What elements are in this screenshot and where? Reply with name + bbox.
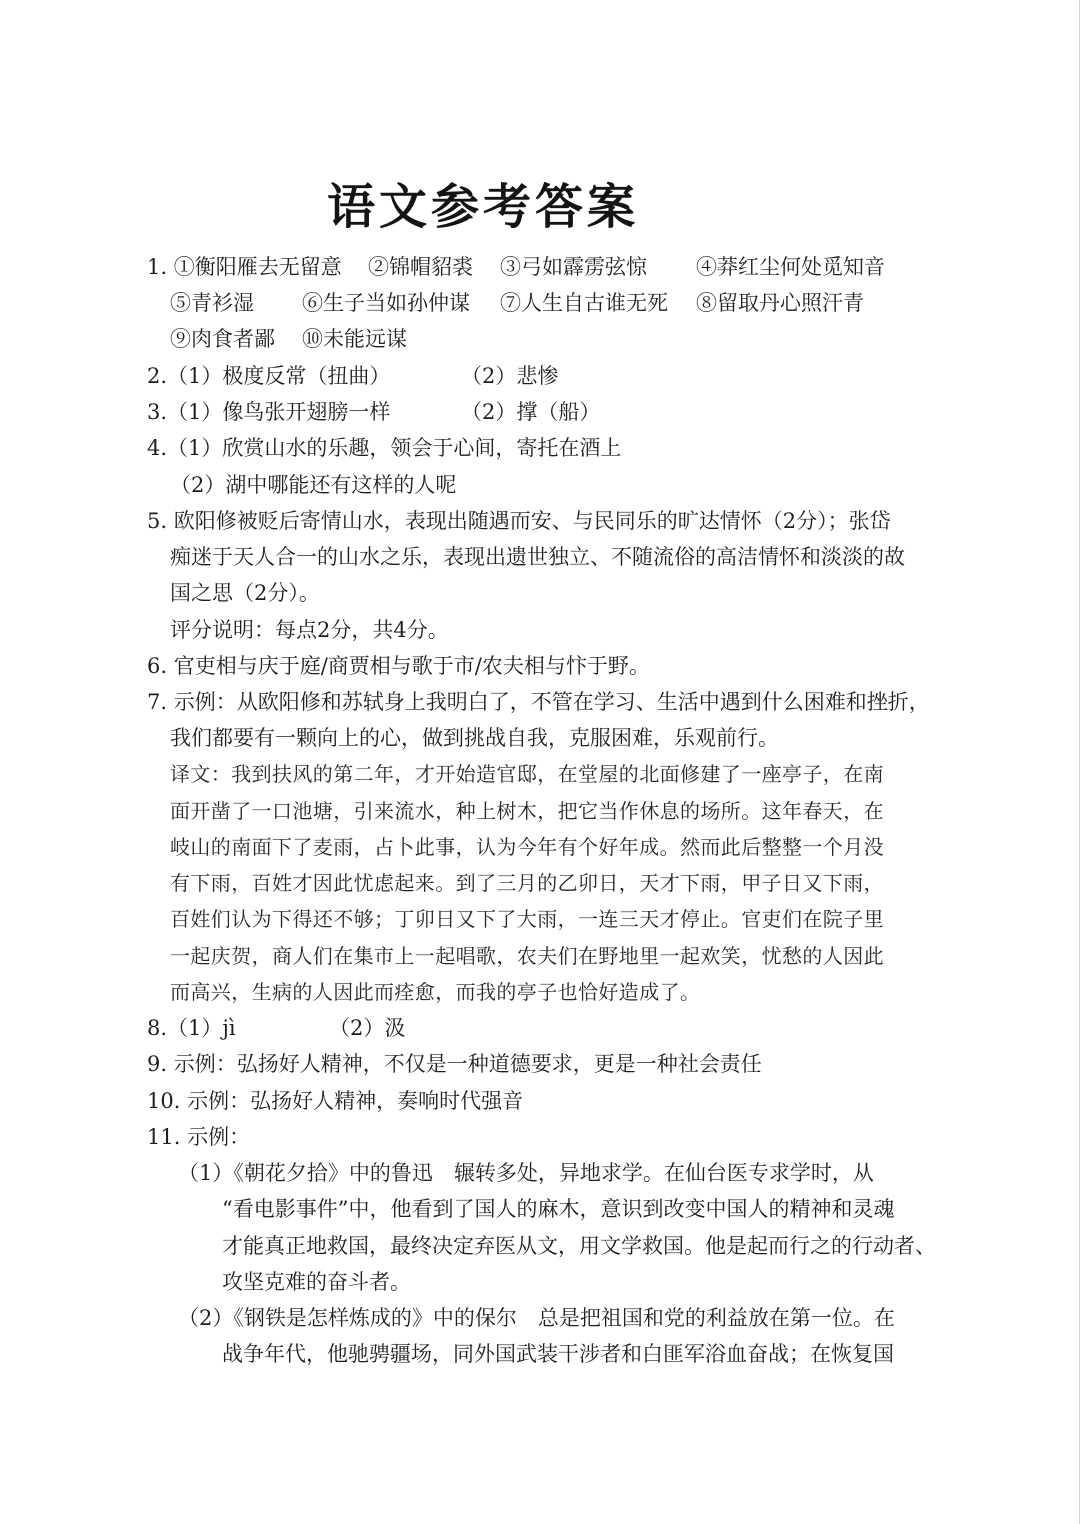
answer-5-line-2: 痴迷于天人合一的山水之乐，表现出遗世独立、不随流俗的高洁情怀和淡淡的故 xyxy=(170,545,905,569)
answer-6: 6. 官吏相与庆于庭/商贾相与歌于市/农夫相与忭于野。 xyxy=(147,654,650,678)
answer-2-part-2: （2）悲惨 xyxy=(461,364,559,388)
answer-1-item-2: ②锦帽貂裘 xyxy=(368,255,473,279)
answer-7-line-1: 7. 示例：从欧阳修和苏轼身上我明白了，不管在学习、生活中遇到什么困难和挫折， xyxy=(147,690,930,714)
answer-1-item-3: ③弓如霹雳弦惊 xyxy=(500,255,647,279)
translation-line-4: 有下雨，百姓才因此忧虑起来。到了三月的乙卯日，天才下雨，甲子日又下雨， xyxy=(170,871,884,895)
answer-1-item-10: ⑩未能远谋 xyxy=(302,327,407,351)
answer-10: 10. 示例：弘扬好人精神，奏响时代强音 xyxy=(147,1089,524,1113)
answer-1-item-8: ⑧留取丹心照汗青 xyxy=(696,291,864,315)
answer-1-item-9: ⑨肉食者鄙 xyxy=(170,327,275,351)
answer-1-item-5: ⑤青衫湿 xyxy=(170,291,254,315)
answer-9: 9. 示例：弘扬好人精神，不仅是一种道德要求，更是一种社会责任 xyxy=(147,1052,762,1076)
answer-1-item-7: ⑦人生自古谁无死 xyxy=(500,291,668,315)
translation-line-7: 而高兴，生病的人因此而痊愈，而我的亭子也恰好造成了。 xyxy=(170,980,701,1004)
answer-7-line-2: 我们都要有一颗向上的心，做到挑战自我，克服困难，乐观前行。 xyxy=(170,726,779,750)
answer-3-part-1: 3.（1）像鸟张开翅膀一样 xyxy=(147,400,391,424)
answer-11-1-line-1: （1）《朝花夕拾》中的鲁迅 辗转多处，异地求学。在仙台医专求学时，从 xyxy=(178,1161,874,1185)
answer-11-2-line-1: （2）《钢铁是怎样炼成的》中的保尔 总是把祖国和党的利益放在第一位。在 xyxy=(178,1306,895,1330)
translation-line-6: 一起庆贺，商人们在集市上一起唱歌，农夫们在野地里一起欢笑，忧愁的人因此 xyxy=(170,944,884,968)
translation-line-1: 译文：我到扶风的第二年，才开始造官邸，在堂屋的北面修建了一座亭子，在南 xyxy=(170,762,884,786)
answer-3-part-2: （2）撑（船） xyxy=(461,400,601,424)
answer-1-item-4: ④莽红尘何处觅知音 xyxy=(696,255,885,279)
answer-11-1-line-4: 攻坚克难的奋斗者。 xyxy=(222,1270,411,1294)
answer-1-item-1: 1. ①衡阳雁去无留意 xyxy=(147,255,342,279)
answer-11-2-line-2: 战争年代，他驰骋疆场，同外国武装干涉者和白匪军浴血奋战；在恢复国 xyxy=(222,1342,894,1366)
answer-11-heading: 11. 示例： xyxy=(147,1125,251,1149)
answer-4-part-2: （2）湖中哪能还有这样的人呢 xyxy=(170,473,457,497)
answer-5-line-3: 国之思（2分）。 xyxy=(170,581,320,605)
translation-line-2: 面开凿了一口池塘，引来流水，种上树木，把它当作休息的场所。这年春天，在 xyxy=(170,799,884,823)
answer-8-part-1: 8.（1）jì xyxy=(147,1016,236,1040)
answer-2-part-1: 2.（1）极度反常（扭曲） xyxy=(147,364,391,388)
answer-1-item-6: ⑥生子当如孙仲谋 xyxy=(302,291,470,315)
translation-line-5: 百姓们认为下得还不够；丁卯日又下了大雨，一连三天才停止。官吏们在院子里 xyxy=(170,907,884,931)
answer-5-line-1: 5. 欧阳修被贬后寄情山水，表现出随遇而安、与民同乐的旷达情怀（2分）；张岱 xyxy=(147,509,891,533)
page-title: 语文参考答案 xyxy=(326,179,639,235)
answer-8-part-2: （2）汲 xyxy=(329,1016,406,1040)
answer-11-1-line-3: 才能真正地救国，最终决定弃医从文，用文学救国。他是起而行之的行动者、 xyxy=(222,1234,936,1258)
scoring-note: 评分说明：每点2分，共4分。 xyxy=(170,618,449,642)
answer-4-part-1: 4.（1）欣赏山水的乐趣，领会于心间，寄托在酒上 xyxy=(147,436,622,460)
answer-11-1-line-2: “看电影事件”中，他看到了国人的麻木，意识到改变中国人的精神和灵魂 xyxy=(222,1197,895,1221)
translation-line-3: 岐山的南面下了麦雨，占卜此事，认为今年有个好年成。然而此后整整一个月没 xyxy=(170,835,884,859)
